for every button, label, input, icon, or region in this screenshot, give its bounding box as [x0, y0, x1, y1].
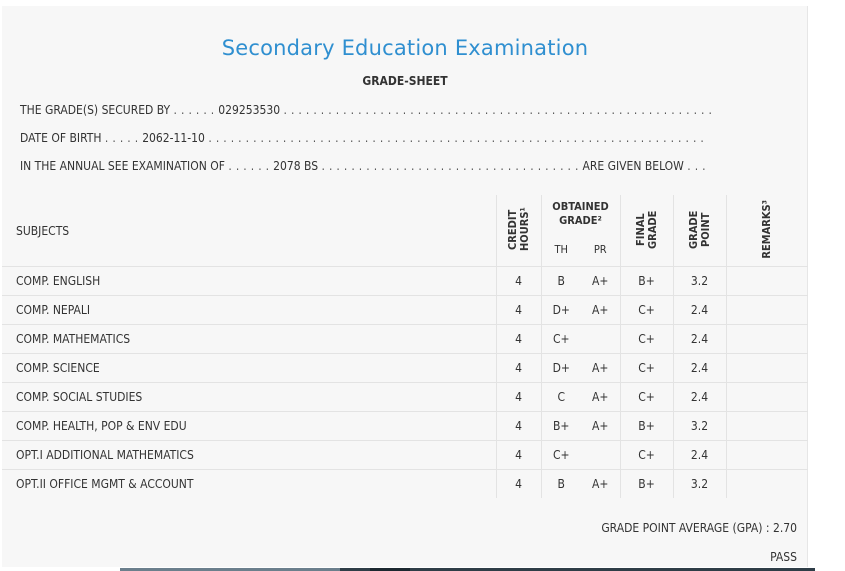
secured-by-label: THE GRADE(S) SECURED BY — [20, 103, 171, 117]
symbol-number: 029253530 — [218, 103, 281, 117]
exam-line: IN THE ANNUAL SEE EXAMINATION OF . . . . . . 2078 BS . . . . . . . . . . . . . . . . . . . . . . . . . . . . . . . . . . . ARE GIVEN BELOW . . . — [20, 159, 706, 173]
final-grade-cell: C+ — [620, 383, 673, 412]
credit-hours-cell: 4 — [496, 325, 541, 354]
practical-grade-cell: A+ — [581, 296, 620, 325]
exam-title: Secondary Education Examination — [221, 36, 589, 60]
grades-table — [2, 195, 808, 498]
subject-cell: COMP. MATHEMATICS — [2, 325, 496, 354]
dob-value: 2062-11-10 — [142, 131, 205, 145]
credit-hours-cell: 4 — [496, 441, 541, 470]
credit-hours-cell: 4 — [496, 296, 541, 325]
theory-grade-cell: D+ — [541, 354, 581, 383]
practical-grade-cell: A+ — [581, 412, 620, 441]
table-row — [2, 412, 808, 441]
gpa-line — [601, 521, 797, 535]
theory-grade-cell: C+ — [541, 325, 581, 354]
remarks-cell — [726, 383, 808, 412]
gpa-label: GRADE POINT AVERAGE (GPA) : — [601, 521, 770, 535]
subject-cell: OPT.II OFFICE MGMT & ACCOUNT — [2, 470, 496, 499]
subject-cell: COMP. SCIENCE — [2, 354, 496, 383]
credit-hours-header: CREDIT HOURS¹ — [496, 195, 541, 267]
grade-point-cell: 2.4 — [673, 325, 726, 354]
subject-cell: COMP. ENGLISH — [2, 267, 496, 296]
result-status: PASS — [770, 550, 797, 564]
remarks-cell — [726, 470, 808, 499]
obtained-grade-header: OBTAINED GRADE² — [541, 195, 620, 232]
grade-point-cell: 2.4 — [673, 441, 726, 470]
table-row — [2, 383, 808, 412]
grade-point-cell: 2.4 — [673, 354, 726, 383]
exam-suffix: ARE GIVEN BELOW — [582, 159, 684, 173]
grade-point-header: GRADE POINT — [673, 195, 726, 267]
practical-header: PR — [593, 242, 607, 256]
grade-point-cell: 3.2 — [673, 412, 726, 441]
date-of-birth-line: DATE OF BIRTH . . . . . 2062-11-10 . . . . . . . . . . . . . . . . . . . . . . . . . . . . . . . . . . . . . . . . . . . . . . . . . . . . . . . . . . . . . . . . . . . — [20, 131, 705, 145]
grade-point-cell: 3.2 — [673, 470, 726, 499]
theory-header: TH — [541, 232, 581, 267]
remarks-cell — [726, 325, 808, 354]
practical-grade-cell: A+ — [581, 267, 620, 296]
theory-grade-cell: B — [541, 470, 581, 499]
grade-point-cell: 2.4 — [673, 296, 726, 325]
remarks-cell — [726, 441, 808, 470]
exam-label: IN THE ANNUAL SEE EXAMINATION OF — [20, 159, 225, 173]
subjects-header: SUBJECTS — [16, 223, 70, 238]
practical-grade-cell — [581, 441, 620, 470]
final-grade-cell: B+ — [620, 267, 673, 296]
table-row — [2, 441, 808, 470]
subject-cell: COMP. NEPALI — [2, 296, 496, 325]
table-row — [2, 296, 808, 325]
theory-grade-cell: B+ — [541, 412, 581, 441]
remarks-cell — [726, 354, 808, 383]
final-grade-cell: C+ — [620, 296, 673, 325]
final-grade-header: FINAL GRADE — [620, 195, 673, 267]
theory-grade-cell: C+ — [541, 441, 581, 470]
remarks-header: REMARKS³ — [726, 195, 808, 267]
subject-cell: COMP. HEALTH, POP & ENV EDU — [2, 412, 496, 441]
subject-cell: OPT.I ADDITIONAL MATHEMATICS — [2, 441, 496, 470]
grade-point-cell: 3.2 — [673, 267, 726, 296]
final-grade-cell: C+ — [620, 354, 673, 383]
practical-grade-cell: A+ — [581, 470, 620, 499]
final-grade-cell: B+ — [620, 470, 673, 499]
remarks-cell — [726, 267, 808, 296]
grade-sheet-heading: GRADE-SHEET — [362, 74, 448, 88]
theory-grade-cell: D+ — [541, 296, 581, 325]
subject-cell: COMP. SOCIAL STUDIES — [2, 383, 496, 412]
gpa-value: 2.70 — [772, 521, 797, 535]
table-row — [2, 267, 808, 296]
grade-point-cell: 2.4 — [673, 383, 726, 412]
credit-hours-cell: 4 — [496, 412, 541, 441]
theory-grade-cell: C — [541, 383, 581, 412]
credit-hours-cell: 4 — [496, 470, 541, 499]
dob-label: DATE OF BIRTH — [20, 131, 102, 145]
table-row — [2, 470, 808, 499]
credit-hours-cell: 4 — [496, 267, 541, 296]
theory-grade-cell: B — [541, 267, 581, 296]
remarks-cell — [726, 412, 808, 441]
grade-sheet — [2, 6, 808, 567]
final-grade-cell: B+ — [620, 412, 673, 441]
credit-hours-cell: 4 — [496, 383, 541, 412]
final-grade-cell: C+ — [620, 325, 673, 354]
practical-grade-cell — [581, 325, 620, 354]
table-row — [2, 325, 808, 354]
practical-grade-cell: A+ — [581, 354, 620, 383]
table-row — [2, 354, 808, 383]
remarks-cell — [726, 296, 808, 325]
credit-hours-cell: 4 — [496, 354, 541, 383]
secured-by-line: THE GRADE(S) SECURED BY . . . . . . 029253530 . . . . . . . . . . . . . . . . . . . . . . . . . . . . . . . . . . . . . . . . . . . . . . . . . . . . . . . . . . — [20, 103, 713, 117]
final-grade-cell: C+ — [620, 441, 673, 470]
exam-year: 2078 BS — [273, 159, 319, 173]
practical-grade-cell: A+ — [581, 383, 620, 412]
